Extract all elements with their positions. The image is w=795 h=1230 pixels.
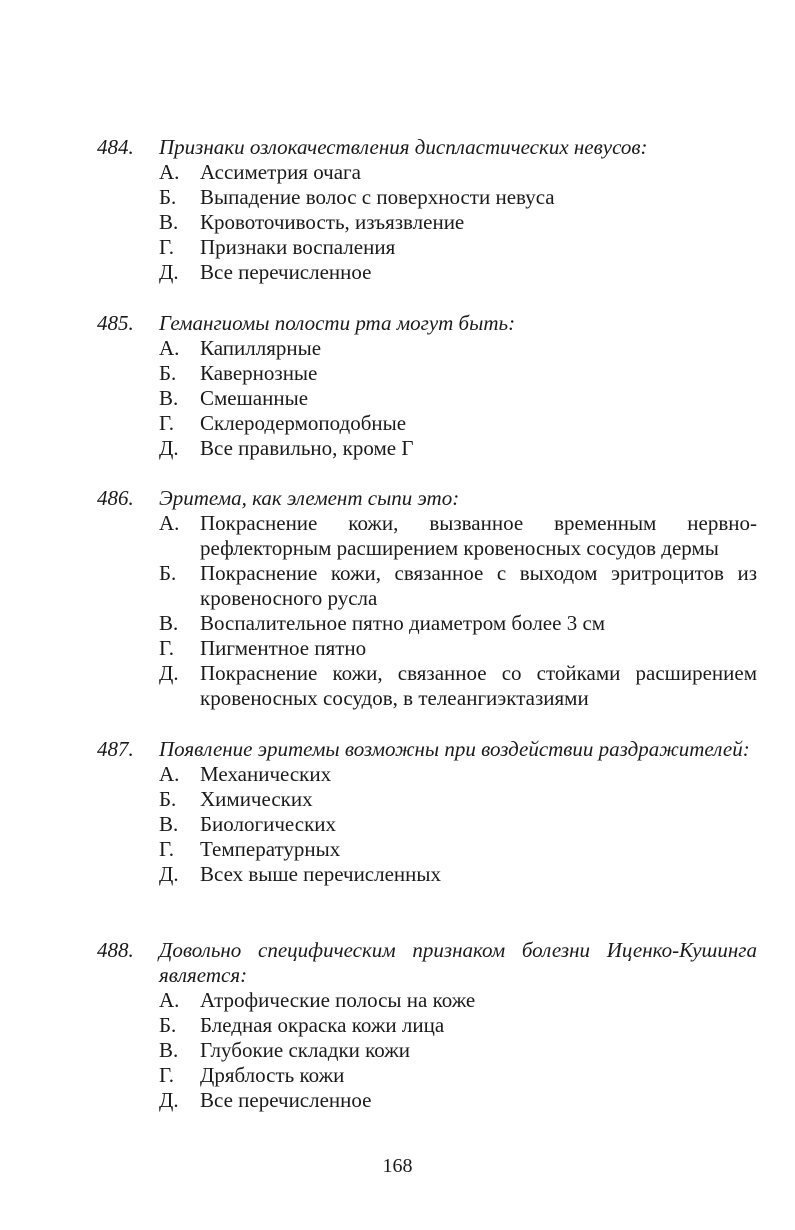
- question-number: 485.: [97, 311, 134, 335]
- answer-option: [159, 1088, 757, 1113]
- option-text: Все правильно, кроме Г: [200, 436, 414, 460]
- question-number: 488.: [97, 938, 134, 962]
- answer-option: [159, 361, 757, 386]
- question-number: 487.: [97, 737, 134, 761]
- answer-option: [159, 561, 757, 611]
- answer-option: [159, 812, 757, 837]
- option-letter: Д.: [159, 1088, 179, 1112]
- option-text: Воспалительное пятно диаметром более 3 см: [200, 611, 606, 635]
- question-heading: [97, 135, 757, 160]
- answer-option: [159, 210, 757, 235]
- answer-option: [159, 411, 757, 436]
- option-letter: А.: [159, 762, 180, 786]
- option-letter: Г.: [159, 411, 175, 435]
- option-letter: Д.: [159, 260, 179, 284]
- option-text: Атрофические полосы на коже: [200, 988, 476, 1012]
- question-heading: [97, 486, 757, 511]
- option-text: Биологических: [200, 812, 337, 836]
- option-letter: Б.: [159, 561, 177, 585]
- answer-options: [159, 511, 757, 711]
- question-text: Гемангиомы полости рта могут быть:: [159, 311, 516, 335]
- answer-option: [159, 762, 757, 787]
- option-text: Химических: [200, 787, 313, 811]
- option-text: Кровоточивость, изъязвление: [200, 210, 465, 234]
- option-letter: Г.: [159, 1063, 175, 1087]
- option-letter: Б.: [159, 185, 177, 209]
- answer-option: [159, 661, 757, 711]
- option-text: Пигментное пятно: [200, 636, 367, 660]
- option-letter: В.: [159, 210, 179, 234]
- option-text: Склеродермоподобные: [200, 411, 407, 435]
- answer-option: [159, 511, 757, 561]
- option-text: Глубокие складки кожи: [200, 1038, 411, 1062]
- answer-option: [159, 1013, 757, 1038]
- answer-options: [159, 160, 757, 285]
- option-text: Температурных: [200, 837, 341, 861]
- option-text: Всех выше перечисленных: [200, 862, 442, 886]
- question-number: 484.: [97, 135, 134, 159]
- option-text: Кавернозные: [200, 361, 318, 385]
- answer-option: [159, 436, 757, 461]
- option-text: Дряблость кожи: [200, 1063, 345, 1087]
- question-text: Появление эритемы возможны при воздействии раздражителей:: [159, 737, 750, 761]
- answer-option: [159, 336, 757, 361]
- option-letter: Б.: [159, 787, 177, 811]
- answer-option: [159, 1038, 757, 1063]
- option-letter: Г.: [159, 837, 175, 861]
- option-letter: Д.: [159, 862, 179, 886]
- question-486: [97, 486, 757, 711]
- answer-option: [159, 988, 757, 1013]
- option-text: Смешанные: [200, 386, 309, 410]
- answer-option: [159, 160, 757, 185]
- option-letter: В.: [159, 611, 179, 635]
- option-letter: Б.: [159, 361, 177, 385]
- answer-option: [159, 862, 757, 887]
- answer-option: [159, 636, 757, 661]
- answer-option: [159, 185, 757, 210]
- option-text: Ассиметрия очага: [200, 160, 361, 184]
- option-text: Покраснение кожи, связанное со стойками расширением кровеносных сосудов, в телеангиэктазиями: [200, 661, 757, 710]
- answer-options: [159, 336, 757, 461]
- question-484: [97, 135, 757, 285]
- question-text: Признаки озлокачествления диспластических невусов:: [159, 135, 648, 159]
- option-letter: В.: [159, 1038, 179, 1062]
- option-letter: В.: [159, 812, 179, 836]
- page-number: 168: [382, 1155, 413, 1177]
- option-letter: В.: [159, 386, 179, 410]
- option-letter: А.: [159, 511, 180, 535]
- question-heading: [97, 311, 757, 336]
- answer-options: [159, 988, 757, 1113]
- option-text: Покраснение кожи, вызванное временным нервно- рефлекторным расширением кровеносных сосудов дермы: [200, 511, 757, 560]
- answer-option: [159, 260, 757, 285]
- question-485: [97, 311, 757, 461]
- option-text: Бледная окраска кожи лица: [200, 1013, 445, 1037]
- option-letter: А.: [159, 336, 180, 360]
- question-488: [97, 938, 757, 1113]
- option-letter: Б.: [159, 1013, 177, 1037]
- option-text: Признаки воспаления: [200, 235, 396, 259]
- answer-option: [159, 235, 757, 260]
- answer-option: [159, 611, 757, 636]
- option-text: Механических: [200, 762, 332, 786]
- answer-option: [159, 837, 757, 862]
- question-487: [97, 737, 757, 887]
- answer-option: [159, 1063, 757, 1088]
- option-letter: Г.: [159, 636, 175, 660]
- question-heading: [97, 938, 757, 988]
- option-text: Все перечисленное: [200, 260, 372, 284]
- question-text: Довольно специфическим признаком болезни Иценко-Кушинга является:: [159, 938, 757, 987]
- option-text: Выпадение волос с поверхности невуса: [200, 185, 555, 209]
- option-text: Капиллярные: [200, 336, 322, 360]
- option-letter: А.: [159, 988, 180, 1012]
- option-text: Все перечисленное: [200, 1088, 372, 1112]
- question-text: Эритема, как элемент сыпи это:: [159, 486, 460, 510]
- answer-option: [159, 787, 757, 812]
- option-letter: А.: [159, 160, 180, 184]
- option-text: Покраснение кожи, связанное с выходом эритроцитов из кровеносного русла: [200, 561, 757, 610]
- answer-option: [159, 386, 757, 411]
- answer-options: [159, 762, 757, 887]
- option-letter: Д.: [159, 436, 179, 460]
- option-letter: Г.: [159, 235, 175, 259]
- question-number: 486.: [97, 486, 134, 510]
- option-letter: Д.: [159, 661, 179, 685]
- question-heading: [97, 737, 757, 762]
